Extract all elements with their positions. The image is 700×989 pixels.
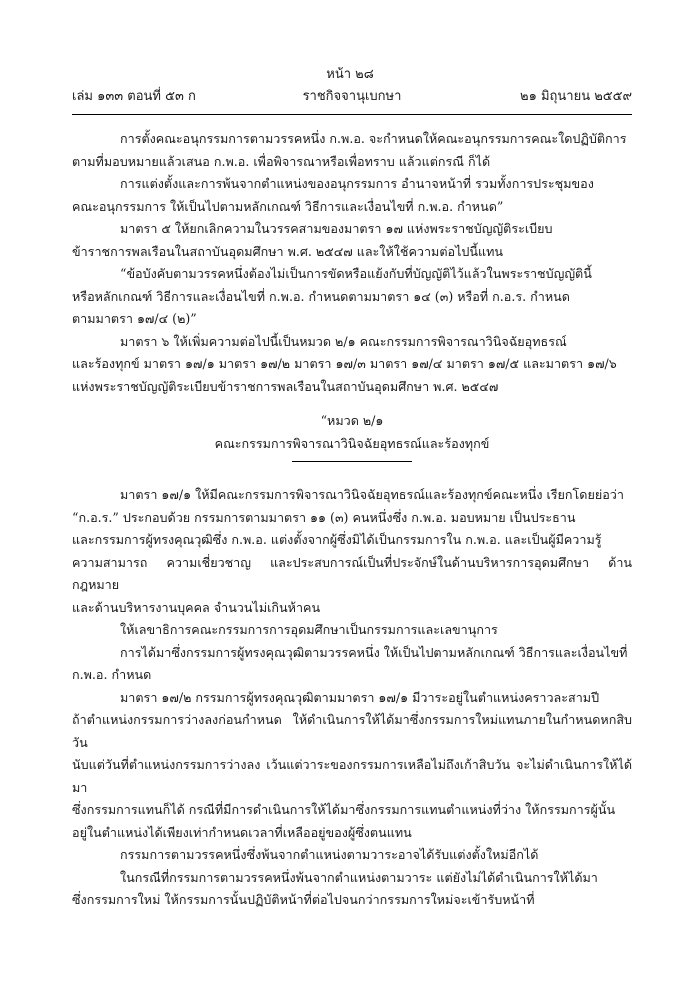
paragraph-continuation: “ก.อ.ร.” ประกอบด้วย กรรมการตามมาตรา ๑๑ (๓) คนหนึ่งซึ่ง ก.พ.อ. มอบหมาย เป็นประธาน — [72, 509, 576, 525]
running-header — [72, 88, 632, 108]
paragraph-continuation: ถ้าตำแหน่งกรรมการว่างลงก่อนกำหนด ให้ดำเนินการให้ได้มาซึ่งกรรมการใหม่แทนภายในกำหนดหกสิบวัน — [72, 712, 632, 750]
paragraph-continuation: ก.พ.อ. กำหนด — [72, 667, 152, 682]
publication-name: ราชกิจจานุเบกษา — [302, 89, 402, 104]
paragraph: การตั้งคณะอนุกรรมการตามวรรคหนึ่ง ก.พ.อ. จะกำหนดให้คณะอนุกรรมการคณะใดปฏิบัติการ — [120, 131, 627, 146]
quoted-text: “ข้อบังคับตามวรรคหนึ่งต้องไม่เป็นการขัดหรือแย้งกับที่บัญญัติไว้แล้วในพระราชบัญญัตินี้ — [120, 266, 592, 281]
paragraph-continuation: ตามมาตรา ๑๗/๔ (๒)” — [72, 311, 197, 326]
paragraph: ในกรณีที่กรรมการตามวรรคหนึ่งพ้นจากตำแหน่งตามวาระ แต่ยังไม่ได้ดำเนินการให้ได้มา — [120, 869, 598, 885]
page-number: หน้า ๒๘ — [326, 67, 374, 82]
paragraph-continuation: ความสามารถ ความเชี่ยวชาญ และประสบการณ์เป็นที่ประจักษ์ในด้านบริหารการอุดมศึกษา ด้านกฎหมาย — [72, 554, 632, 592]
paragraph: การได้มาซึ่งกรรมการผู้ทรงคุณวุฒิตามวรรคหนึ่ง ให้เป็นไปตามหลักเกณฑ์ วิธีการและเงื่อนไขที่ — [120, 644, 628, 660]
paragraph-continuation: ข้าราชการพลเรือนในสถาบันอุดมศึกษา พ.ศ. ๒๕๔๗ และให้ใช้ความต่อไปนี้แทน — [72, 243, 504, 259]
paragraph-continuation: ซึ่งกรรมการใหม่ ให้กรรมการนั้นปฏิบัติหน้าที่ต่อไปจนกว่ากรรมการใหม่จะเข้ารับหน้าที่ — [72, 892, 535, 907]
document-body — [72, 128, 632, 912]
publication-date: ๒๑ มิถุนายน ๒๕๕๙ — [520, 89, 632, 104]
paragraph: กรรมการตามวรรคหนึ่งซึ่งพ้นจากตำแหน่งตามวาระอาจได้รับแต่งตั้งใหม่อีกได้ — [120, 847, 539, 862]
header-rule — [72, 114, 632, 115]
paragraph-continuation: ตามที่มอบหมายแล้วเสนอ ก.พ.อ. เพื่อพิจารณาหรือเพื่อทราบ แล้วแต่กรณี ก็ได้ — [72, 153, 491, 169]
chapter-subtitle: คณะกรรมการพิจารณาวินิจฉัยอุทธรณ์และร้องทุกข์ — [214, 435, 490, 451]
section-17-1: มาตรา ๑๗/๑ ให้มีคณะกรรมการพิจารณาวินิจฉัยอุทธรณ์และร้องทุกข์คณะหนึ่ง เรียกโดยย่อว่า — [120, 487, 624, 502]
paragraph-continuation: อยู่ในตำแหน่งได้เพียงเท่ากำหนดเวลาที่เหลืออยู่ของผู้ซึ่งตนแทน — [72, 824, 412, 840]
volume-issue: เล่ม ๑๓๓ ตอนที่ ๕๓ ก — [72, 89, 196, 104]
chapter-title: “หมวด ๒/๑ — [320, 413, 384, 428]
paragraph-continuation: คณะอนุกรรมการ ให้เป็นไปตามหลักเกณฑ์ วิธีการและเงื่อนไขที่ ก.พ.อ. กำหนด” — [72, 198, 504, 214]
paragraph-continuation: และร้องทุกข์ มาตรา ๑๗/๑ มาตรา ๑๗/๒ มาตรา ๑๗/๓ มาตรา ๑๗/๔ มาตรา ๑๗/๕ และมาตรา ๑๗/๖ — [72, 356, 617, 371]
paragraph: การแต่งตั้งและการพ้นจากตำแหน่งของอนุกรรมการ อำนาจหน้าที่ รวมทั้งการประชุมของ — [120, 176, 594, 191]
paragraph-continuation: และด้านบริหารงานบุคคล จำนวนไม่เกินห้าคน — [72, 599, 321, 615]
section-6: มาตรา ๖ ให้เพิ่มความต่อไปนี้เป็นหมวด ๒/๑ คณะกรรมการพิจารณาวินิจฉัยอุทธรณ์ — [120, 333, 567, 349]
paragraph-continuation: และกรรมการผู้ทรงคุณวุฒิซึ่ง ก.พ.อ. แต่งตั้งจากผู้ซึ่งมิได้เป็นกรรมการใน ก.พ.อ. และเป็นผู้มีความรู้ — [72, 532, 602, 547]
paragraph-continuation: ซึ่งกรรมการแทนก็ได้ กรณีที่มีการดำเนินการให้ได้มาซึ่งกรรมการแทนตำแหน่งที่ว่าง ให้กรรมการผู้นั้น — [72, 802, 616, 817]
section-17-2: มาตรา ๑๗/๒ กรรมการผู้ทรงคุณวุฒิตามมาตรา ๑๗/๑ มีวาระอยู่ในตำแหน่งคราวละสามปี — [120, 689, 600, 705]
paragraph-continuation: หรือหลักเกณฑ์ วิธีการและเงื่อนไขที่ ก.พ.อ. กำหนดตามมาตรา ๑๔ (๓) หรือที่ ก.อ.ร. กำหนด — [72, 288, 570, 304]
paragraph-continuation: นับแต่วันที่ตำแหน่งกรรมการว่างลง เว้นแต่วาระของกรรมการเหลือไม่ถึงเก้าสิบวัน จะไม่ดำเนินการให้ได้มา — [72, 757, 632, 795]
chapter-divider — [292, 461, 412, 462]
paragraph-continuation: แห่งพระราชบัญญัติระเบียบข้าราชการพลเรือนในสถาบันอุดมศึกษา พ.ศ. ๒๕๔๗ — [72, 378, 499, 394]
section-5: มาตรา ๕ ให้ยกเลิกความในวรรคสามของมาตรา ๑๗ แห่งพระราชบัญญัติระเบียบ — [120, 221, 553, 236]
paragraph: ให้เลขาธิการคณะกรรมการการอุดมศึกษาเป็นกรรมการและเลขานุการ — [120, 622, 498, 637]
